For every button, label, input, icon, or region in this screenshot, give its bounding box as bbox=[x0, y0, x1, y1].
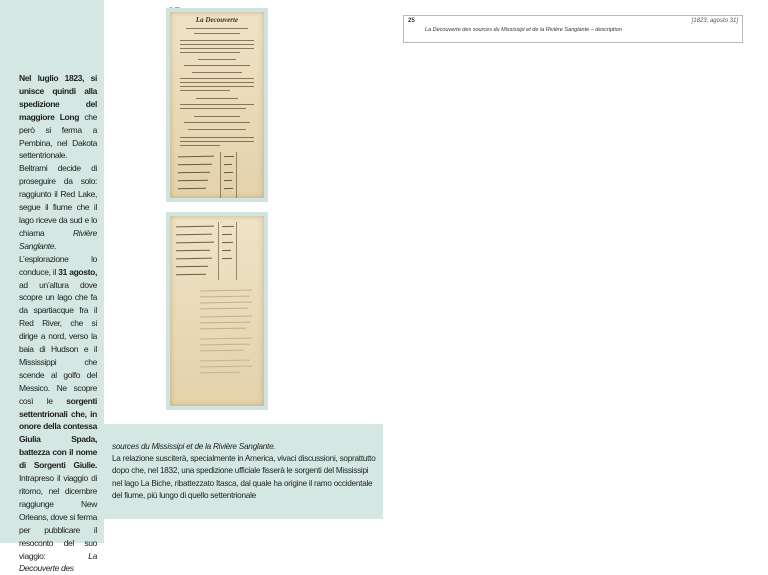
print-line bbox=[180, 145, 220, 146]
caption-italic-line: sources du Mississipi et de la Rivière Sanglante. bbox=[112, 442, 276, 451]
narrative-text-segment: ad un’altura dove scopre un lago che fa da spartiacque fra il Red River, che si dirige a nord, verso la baia di Hudson e il Mississippi che scende al golfo del Messico. Ne scopre così le bbox=[19, 279, 97, 406]
print-line bbox=[180, 48, 254, 49]
handwriting-line bbox=[176, 274, 206, 276]
document-image-1 bbox=[170, 12, 264, 198]
print-line bbox=[180, 104, 254, 105]
handwriting-line bbox=[222, 226, 234, 227]
print-line bbox=[196, 98, 238, 99]
print-line bbox=[194, 33, 240, 34]
narrative-italic-title: La Decouverte des bbox=[19, 550, 97, 574]
handwriting-line bbox=[222, 258, 232, 259]
handwriting-line bbox=[176, 226, 214, 228]
faded-text-line bbox=[200, 308, 248, 310]
handwriting-line bbox=[222, 242, 233, 243]
handwriting-line bbox=[224, 164, 232, 165]
narrative-bold-sources: sorgenti settentrionali che, in onore della contessa Giulia Spada, battezza con il nome di Sorgenti Giulie. bbox=[19, 395, 97, 471]
print-line bbox=[194, 116, 240, 117]
handwriting-line bbox=[176, 234, 212, 236]
print-line bbox=[180, 141, 254, 142]
faded-text-line bbox=[200, 366, 252, 368]
table-rule bbox=[220, 152, 221, 198]
handwriting-line bbox=[222, 250, 231, 251]
handwriting-line bbox=[176, 250, 210, 252]
description-date: [1823, agosto 31] bbox=[691, 18, 738, 24]
handwriting-line bbox=[178, 172, 210, 174]
print-line bbox=[180, 90, 230, 91]
narrative-text-segment: . L’esplorazione lo conduce, il bbox=[19, 240, 97, 277]
handwriting-line bbox=[222, 234, 232, 235]
print-line bbox=[188, 129, 246, 130]
print-line bbox=[180, 86, 254, 87]
narrative-text-segment: Intrapreso il viaggio di ritorno, nel dicembre raggiunge New Orleans, dove si ferma per pubblicare il resoconto del suo viaggio: bbox=[19, 473, 97, 561]
document-image-2-frame bbox=[166, 212, 268, 410]
handwriting-line bbox=[178, 156, 214, 158]
document-image-2 bbox=[170, 216, 264, 406]
faded-text-line bbox=[200, 344, 250, 346]
narrative-text bbox=[19, 72, 97, 575]
narrative-italic-name: Rivière Sanglante bbox=[19, 227, 97, 251]
narrative-text-segment: che però si ferma a Pembina, nel Dakota settentrionale. Beltrami decide di proseguire da solo: raggiunto il Red Lake, segue il fiume che il lago riceve da sud e lo chiama bbox=[19, 111, 98, 238]
table-rule bbox=[236, 222, 237, 280]
handwriting-line bbox=[224, 180, 232, 181]
narrative-bold-date: 31 agosto, bbox=[58, 266, 97, 277]
handwriting-line bbox=[224, 156, 234, 157]
print-line bbox=[180, 52, 240, 53]
description-box bbox=[403, 15, 743, 43]
handwriting-line bbox=[176, 266, 208, 268]
description-number: 25 bbox=[408, 18, 415, 24]
table-rule bbox=[236, 152, 237, 198]
narrative-bold-lead: Nel luglio 1823, si unisce quindi alla spedizione del maggiore Long bbox=[19, 73, 97, 122]
table-rule bbox=[218, 222, 219, 280]
faded-text-line bbox=[200, 322, 250, 324]
faded-text-line bbox=[200, 302, 252, 304]
handwriting-line bbox=[178, 164, 212, 166]
faded-text-line bbox=[200, 338, 252, 340]
print-line bbox=[184, 65, 250, 66]
print-line bbox=[180, 40, 254, 41]
print-line bbox=[186, 28, 248, 29]
print-line bbox=[180, 78, 254, 79]
handwriting-line bbox=[176, 242, 214, 244]
caption-body: La relazione susciterà, specialmente in America, vivaci discussioni, soprattutto dopo che, nel 1832, una spedizione ufficiale fisserà le sorgenti del Mississipi nel lago La Biche, ribattezzato Itasca, dal quale ha origine il ramo occidentale del fiume, più lungo di quello settentrionale bbox=[112, 454, 376, 500]
faded-text-line bbox=[200, 360, 250, 362]
print-line bbox=[198, 59, 236, 60]
handwriting-line bbox=[178, 188, 206, 189]
print-line bbox=[184, 122, 250, 123]
print-line bbox=[180, 137, 254, 138]
faded-text-line bbox=[200, 350, 244, 352]
description-title: La Decouverte des sources du Mississipi et de la Rivière Sanglante – description bbox=[425, 27, 622, 33]
document-title: La Decouverte bbox=[195, 16, 239, 24]
caption-text bbox=[112, 441, 380, 502]
print-line bbox=[180, 44, 254, 45]
document-image-1-frame bbox=[166, 8, 268, 202]
handwriting-line bbox=[224, 188, 233, 189]
handwriting-line bbox=[178, 180, 208, 182]
print-line bbox=[180, 82, 254, 83]
faded-text-line bbox=[200, 328, 246, 330]
print-line bbox=[192, 72, 242, 73]
faded-text-line bbox=[200, 316, 252, 318]
faded-text-line bbox=[200, 372, 240, 374]
handwriting-line bbox=[176, 258, 212, 260]
faded-text-line bbox=[200, 290, 252, 292]
faded-text-line bbox=[200, 296, 250, 298]
print-line bbox=[180, 108, 246, 109]
handwriting-line bbox=[224, 172, 233, 173]
